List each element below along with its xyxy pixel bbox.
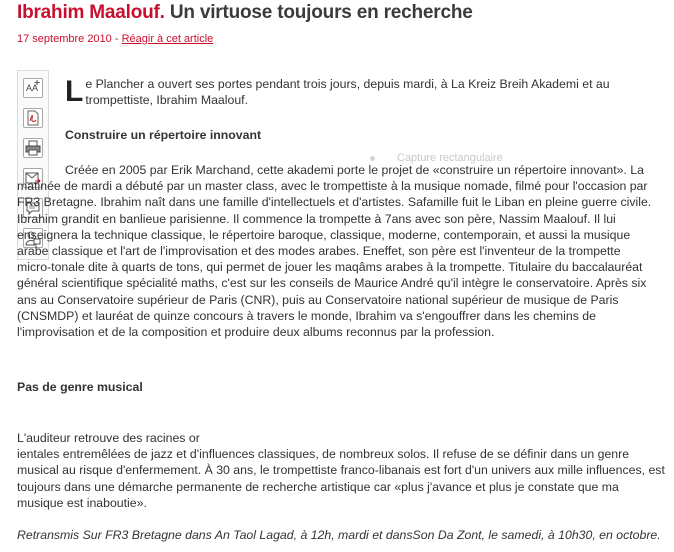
footer-note: Retransmis Sur FR3 Bretagne dans An Taol Lagad, à 12h, mardi et dansSon Da Zont, le samedi, à 10h30, en octobre.: [17, 528, 661, 542]
plus-icon: [34, 79, 50, 95]
title-name: Ibrahim Maalouf.: [17, 2, 165, 23]
article-title: [17, 2, 473, 24]
font-size-label: AA: [26, 83, 39, 93]
ghost-label: Capture rectangulaire: [397, 152, 503, 164]
pdf-icon: [25, 110, 41, 126]
body-paragraph-3: [17, 430, 667, 511]
paragraph3-line1: L'auditeur retrouve des racines or: [17, 431, 200, 445]
section-heading-1: Construire un répertoire innovant: [65, 128, 262, 142]
print-icon: [25, 140, 41, 156]
meta-separator: -: [111, 33, 122, 45]
paragraph3-rest: ientales entremêlées de jazz et d'influences classiques, de nombreux solos. Il refuse de se définir dans un genre musical au risque d'enfermement. À 30 ans, le trompettiste franco-libanais est fort d'un univers aux mille influences, est toujours dans une démarche permanente de recherche artistique car «plus j'avance et plus je constate que ma musique est inaboutie».: [17, 447, 665, 510]
intro-text: e Plancher a ouvert ses portes pendant trois jours, depuis mardi, à La Kreiz Breih Akademi et au trompettiste, Ibrahim Maalouf.: [85, 77, 610, 108]
body-paragraph-2: Créée en 2005 par Erik Marchand, cette akademi porte le projet de «construire un répertoire innovant». La matinée de mardi a débuté par un master class, avec le trompettiste à la musique nomade, filmé pour l'occasion par FR3 Bretagne. Ibrahim naît dans une famille d'intellectuels et d'artistes. Safamille fuit le Liban en pleine guerre civile. Ibrahim grandit en banlieue parisienne. Il commence la trompette à 7ans avec son père, Nassim Maalouf. Il lui enseignera la technique classique, le répertoire baroque, classique, moderne, contemporain, et aussi la musique arabe classique et l'art de l'improvisation et des modes arabes. Eneffet, son père est l'inventeur de la trompette micro-tonale dite à quarts de tons, qui permet de jouer les maqâms arabes à la trompette. Titulaire du baccalauréat général scientifique spécialité maths, c'est sur les conseils de Maurice André qu'il intègre le conservatoire. Après six ans au Conservatoire supérieur de Paris (CNR), puis au Conservatoire national supérieur de musique de Paris (CNSMDP) et lauréat de quinze concours à travers le monde, Ibrahim va s'engouffrer dans les chemins de l'improvisation et de la composition et produire deux albums reconnus par la profession.: [17, 163, 652, 340]
title-rest: Un virtuose toujours en recherche: [164, 2, 473, 23]
article-date: 17 septembre 2010: [17, 33, 112, 45]
react-link[interactable]: Réagir à cet article: [121, 33, 214, 45]
intro-paragraph: [65, 76, 655, 108]
section-heading-2: Pas de genre musical: [17, 380, 143, 394]
ghost-dot-icon: [370, 156, 375, 161]
print-button[interactable]: [23, 138, 43, 158]
font-size-button[interactable]: [23, 78, 43, 98]
article-meta: [17, 33, 213, 45]
pdf-button[interactable]: [23, 108, 43, 128]
drop-cap: L: [65, 75, 84, 108]
